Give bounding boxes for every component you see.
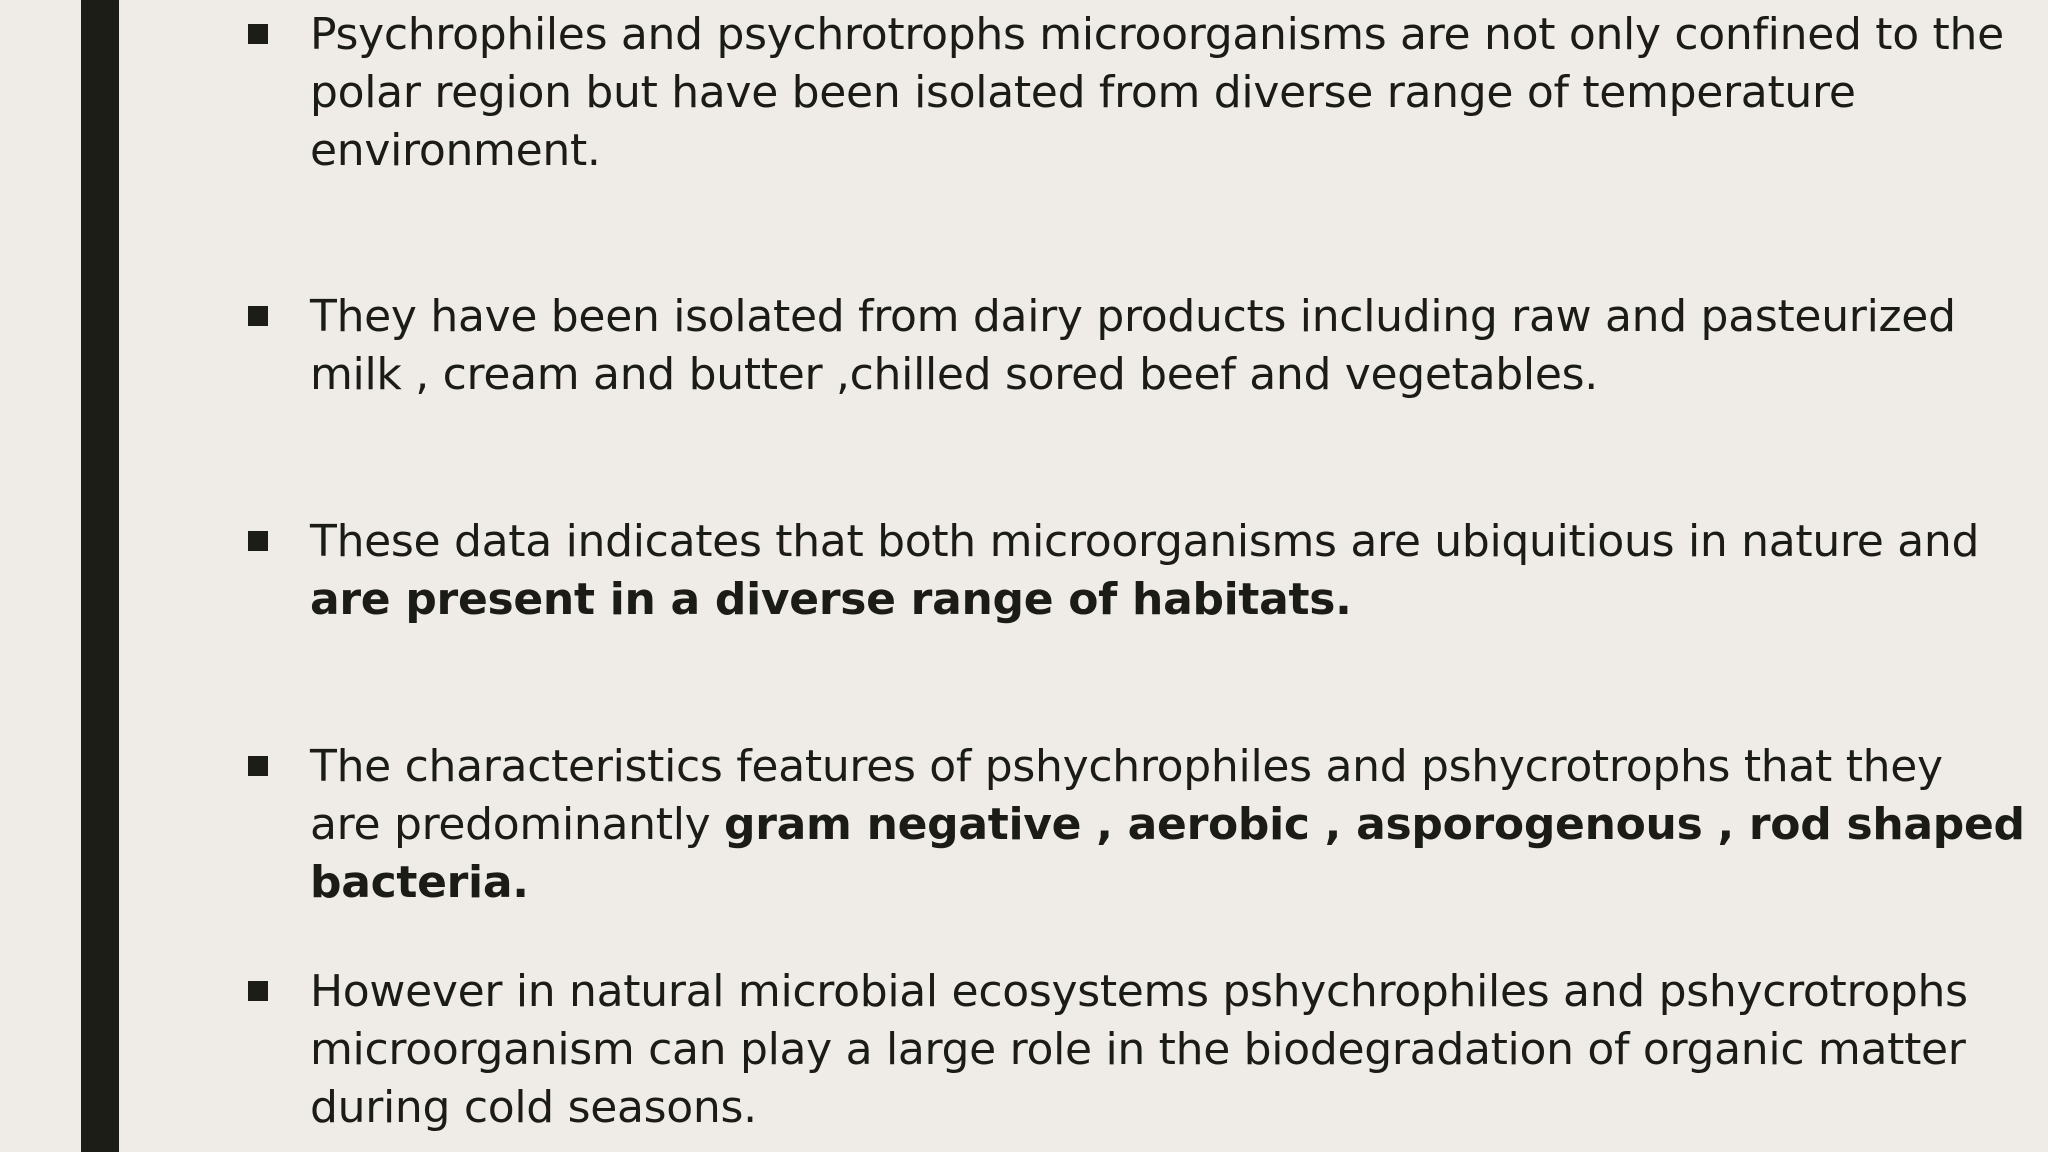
square-bullet-icon bbox=[248, 756, 268, 776]
bullet-text: They have been isolated from dairy products including raw and pasteurized milk , cream and butter ,chilled sored beef and vegetables. bbox=[310, 291, 1956, 400]
bullet-text bbox=[310, 513, 2025, 629]
square-bullet-icon bbox=[248, 531, 268, 551]
square-bullet-icon bbox=[248, 24, 268, 44]
bullet-text-bold: gram negative , aerobic , asporogenous , rod shaped bacteria. bbox=[310, 799, 2025, 908]
square-bullet-icon bbox=[248, 981, 268, 1001]
square-bullet-icon bbox=[248, 306, 268, 326]
bullet-text: Psychrophiles and psychrotrophs microorganisms are not only confined to the polar region but have been isolated from diverse range of temperature environment. bbox=[310, 9, 2004, 176]
bullet-text-regular: The characteristics features of pshychrophiles and pshycrotrophs that they are predominantly bbox=[310, 741, 1943, 850]
bullet-text-regular: These data indicates that both microorganisms are ubiquitious in nature and bbox=[310, 516, 1980, 567]
bullet-text-bold: are present in a diverse range of habitats. bbox=[310, 574, 1352, 625]
bullet-text: However in natural microbial ecosystems pshychrophiles and pshycrotrophs microorganism can play a large role in the biodegradation of organic matter during cold seasons. bbox=[310, 966, 1968, 1133]
bullet-text bbox=[310, 738, 2025, 912]
